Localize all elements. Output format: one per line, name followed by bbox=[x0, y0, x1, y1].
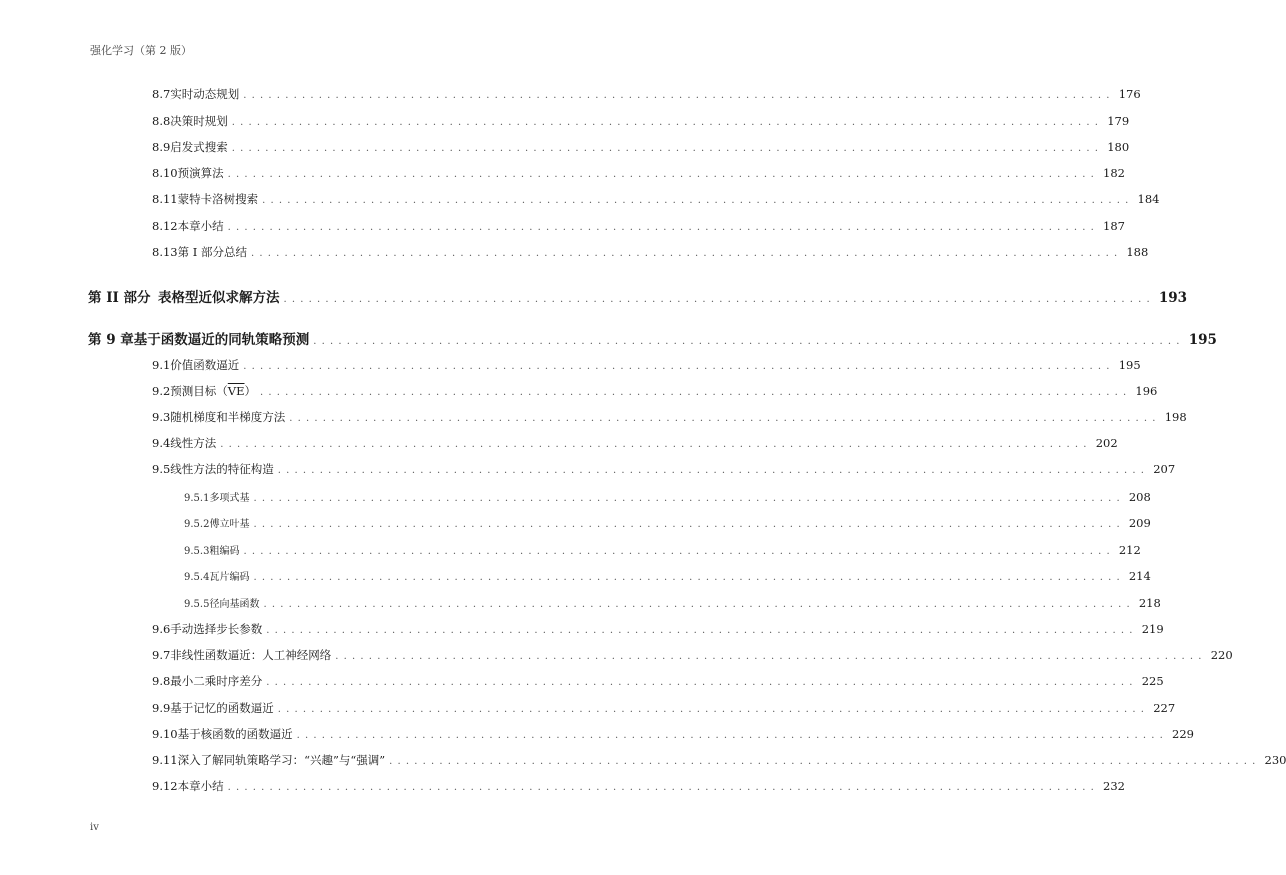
dot-leader: ........................................................................................................ bbox=[231, 143, 1104, 154]
entry-number: 8.13 bbox=[152, 245, 178, 259]
entry-number: 9.6 bbox=[152, 622, 171, 636]
entry-title: 本章小结 bbox=[177, 219, 224, 233]
entry-title: 基于记忆的函数逼近 bbox=[170, 701, 274, 715]
toc-entry-9-6[interactable] bbox=[152, 621, 1164, 637]
toc-entry-8-9[interactable] bbox=[152, 139, 1130, 155]
entry-title: 多项式基 bbox=[209, 493, 250, 504]
entry-number: 9.4 bbox=[152, 436, 171, 450]
dot-leader: ........................................................................................................ bbox=[227, 782, 1099, 793]
dot-leader: ........................................................................................................ bbox=[220, 439, 1092, 450]
entry-number: 9.5.4 bbox=[184, 572, 210, 583]
toc-entry-9-9[interactable] bbox=[152, 700, 1176, 716]
toc-entry-9-8[interactable] bbox=[152, 673, 1164, 689]
dot-leader: ........................................................................................................ bbox=[335, 651, 1207, 662]
toc-entry-9-3[interactable] bbox=[152, 409, 1187, 425]
entry-page: 218 bbox=[1138, 596, 1161, 610]
entry-number: 9.7 bbox=[152, 648, 171, 662]
entry-title-suffix: ） bbox=[244, 384, 256, 398]
toc-entry-9-5-5[interactable] bbox=[184, 595, 1161, 610]
entry-page: 187 bbox=[1103, 219, 1125, 233]
entry-title: 第 I 部分总结 bbox=[177, 245, 247, 259]
toc-part-2[interactable] bbox=[88, 286, 1188, 306]
entry-page: 196 bbox=[1135, 384, 1158, 398]
entry-page: 209 bbox=[1128, 516, 1151, 530]
toc-chapter-9[interactable] bbox=[88, 328, 1217, 348]
part-page: 193 bbox=[1158, 290, 1188, 306]
toc-entry-9-5-3[interactable] bbox=[184, 542, 1141, 557]
toc-entry-8-8[interactable] bbox=[152, 113, 1130, 129]
entry-page: 229 bbox=[1172, 727, 1194, 741]
toc-entry-9-2[interactable] bbox=[152, 383, 1158, 399]
dot-leader: ........................................................................................................ bbox=[243, 361, 1115, 372]
entry-page: 195 bbox=[1118, 358, 1141, 372]
entry-title: 决策时规划 bbox=[170, 114, 228, 128]
entry-title: 蒙特卡洛树搜索 bbox=[177, 192, 259, 206]
entry-title: 线性方法 bbox=[170, 436, 217, 450]
dot-leader: ........................................................................................................ bbox=[260, 387, 1132, 398]
entry-title: 深入了解同轨策略学习：“兴趣”与“强调” bbox=[177, 753, 386, 767]
entry-page: 182 bbox=[1103, 166, 1125, 180]
entry-number: 8.7 bbox=[152, 87, 171, 101]
entry-number: 9.3 bbox=[152, 410, 171, 424]
entry-title: 价值函数逼近 bbox=[170, 358, 240, 372]
dot-leader: ........................................................................................................ bbox=[253, 519, 1125, 530]
toc-entry-9-12[interactable] bbox=[152, 778, 1125, 794]
toc-entry-9-5-4[interactable] bbox=[184, 568, 1151, 583]
entry-title: 傅立叶基 bbox=[209, 519, 250, 530]
dot-leader: ........................................................................................................ bbox=[283, 294, 1155, 305]
entry-page: 184 bbox=[1137, 192, 1160, 206]
toc-entry-9-4[interactable] bbox=[152, 435, 1118, 451]
entry-title: 线性方法的特征构造 bbox=[170, 462, 274, 476]
chapter-title: 基于函数逼近的同轨策略预测 bbox=[133, 332, 310, 348]
toc-entry-9-5-1[interactable] bbox=[184, 489, 1151, 504]
entry-number: 9.5.1 bbox=[184, 493, 210, 504]
entry-number: 9.9 bbox=[152, 701, 171, 715]
toc-entry-9-7[interactable] bbox=[152, 647, 1233, 663]
entry-page: 219 bbox=[1141, 622, 1164, 636]
entry-title-prefix: 预测目标（ bbox=[170, 384, 228, 398]
dot-leader: ........................................................................................................ bbox=[227, 169, 1099, 180]
part-title: 表格型近似求解方法 bbox=[158, 290, 280, 306]
entry-page: 202 bbox=[1095, 436, 1118, 450]
chapter-page: 195 bbox=[1188, 332, 1217, 348]
entry-page: 232 bbox=[1103, 779, 1125, 793]
entry-page: 227 bbox=[1153, 701, 1176, 715]
entry-page: 230 bbox=[1264, 753, 1286, 767]
dot-leader: ........................................................................................................ bbox=[243, 90, 1115, 101]
dot-leader: ........................................................................................................ bbox=[277, 465, 1150, 476]
toc-entry-8-7[interactable] bbox=[152, 86, 1141, 102]
dot-leader: ........................................................................................................ bbox=[263, 599, 1135, 610]
entry-title: 非线性函数逼近：人工神经网络 bbox=[170, 648, 332, 662]
entry-title: 基于核函数的函数逼近 bbox=[177, 727, 293, 741]
entry-page: 220 bbox=[1210, 648, 1233, 662]
entry-title bbox=[170, 383, 256, 399]
entry-title: 启发式搜索 bbox=[170, 140, 228, 154]
toc-entry-8-11[interactable] bbox=[152, 191, 1160, 207]
entry-number: 8.8 bbox=[152, 114, 171, 128]
entry-page: 198 bbox=[1164, 410, 1187, 424]
entry-title: 手动选择步长参数 bbox=[170, 622, 263, 636]
entry-title: 径向基函数 bbox=[209, 599, 260, 610]
entry-title: 粗编码 bbox=[209, 546, 240, 557]
entry-title: 实时动态规划 bbox=[170, 87, 240, 101]
entry-number: 9.5.5 bbox=[184, 599, 210, 610]
dot-leader: ........................................................................................................ bbox=[231, 117, 1104, 128]
dot-leader: ........................................................................................................ bbox=[253, 572, 1125, 583]
dot-leader: ........................................................................................................ bbox=[266, 625, 1138, 636]
entry-page: 208 bbox=[1128, 490, 1151, 504]
dot-leader: ........................................................................................................ bbox=[243, 546, 1115, 557]
dot-leader: ........................................................................................................ bbox=[296, 730, 1168, 741]
entry-number: 9.2 bbox=[152, 384, 171, 398]
entry-number: 9.5.2 bbox=[184, 519, 210, 530]
entry-number: 9.5 bbox=[152, 462, 171, 476]
entry-number: 8.11 bbox=[152, 192, 178, 206]
dot-leader: ........................................................................................................ bbox=[266, 677, 1138, 688]
toc-entry-9-10[interactable] bbox=[152, 726, 1194, 742]
running-head: 强化学习（第 2 版） bbox=[90, 44, 192, 57]
entry-number: 9.1 bbox=[152, 358, 171, 372]
entry-page: 212 bbox=[1118, 543, 1141, 557]
toc-entry-8-13[interactable] bbox=[152, 244, 1149, 260]
dot-leader: ........................................................................................................ bbox=[277, 704, 1150, 715]
toc-entry-9-5[interactable] bbox=[152, 461, 1176, 477]
entry-number: 9.8 bbox=[152, 674, 171, 688]
dot-leader: ........................................................................................................ bbox=[227, 222, 1099, 233]
entry-title: 预演算法 bbox=[177, 166, 224, 180]
entry-page: 176 bbox=[1118, 87, 1141, 101]
entry-page: 179 bbox=[1107, 114, 1130, 128]
entry-number: 9.5.3 bbox=[184, 546, 210, 557]
dot-leader: ........................................................................................................ bbox=[250, 248, 1123, 259]
page-folio: iv bbox=[90, 822, 99, 833]
ve-symbol: $\overline{VE}$ bbox=[227, 384, 245, 398]
entry-title: 随机梯度和半梯度方法 bbox=[170, 410, 286, 424]
entry-page: 207 bbox=[1153, 462, 1176, 476]
toc-entry-8-12[interactable] bbox=[152, 218, 1125, 234]
entry-page: 180 bbox=[1107, 140, 1130, 154]
entry-number: 9.12 bbox=[152, 779, 178, 793]
entry-title: 瓦片编码 bbox=[209, 572, 250, 583]
toc-entry-9-5-2[interactable] bbox=[184, 515, 1151, 530]
entry-title: 最小二乘时序差分 bbox=[170, 674, 263, 688]
entry-page: 214 bbox=[1128, 569, 1151, 583]
dot-leader: ........................................................................................................ bbox=[253, 493, 1125, 504]
part-number: 第 II 部分 bbox=[88, 290, 151, 306]
entry-number: 9.11 bbox=[152, 753, 178, 767]
entry-number: 8.12 bbox=[152, 219, 178, 233]
entry-number: 8.9 bbox=[152, 140, 171, 154]
toc-entry-9-1[interactable] bbox=[152, 357, 1141, 373]
entry-number: 9.10 bbox=[152, 727, 178, 741]
entry-page: 225 bbox=[1141, 674, 1164, 688]
entry-number: 8.10 bbox=[152, 166, 178, 180]
entry-page: 188 bbox=[1126, 245, 1149, 259]
chapter-number: 第 9 章 bbox=[88, 332, 134, 348]
dot-leader: ........................................................................................................ bbox=[389, 756, 1261, 767]
toc-entry-9-11[interactable] bbox=[152, 752, 1286, 768]
dot-leader: ........................................................................................................ bbox=[289, 413, 1161, 424]
dot-leader: ........................................................................................................ bbox=[262, 195, 1134, 206]
toc-entry-8-10[interactable] bbox=[152, 165, 1125, 181]
entry-title: 本章小结 bbox=[177, 779, 224, 793]
dot-leader: ........................................................................................................ bbox=[313, 336, 1185, 347]
